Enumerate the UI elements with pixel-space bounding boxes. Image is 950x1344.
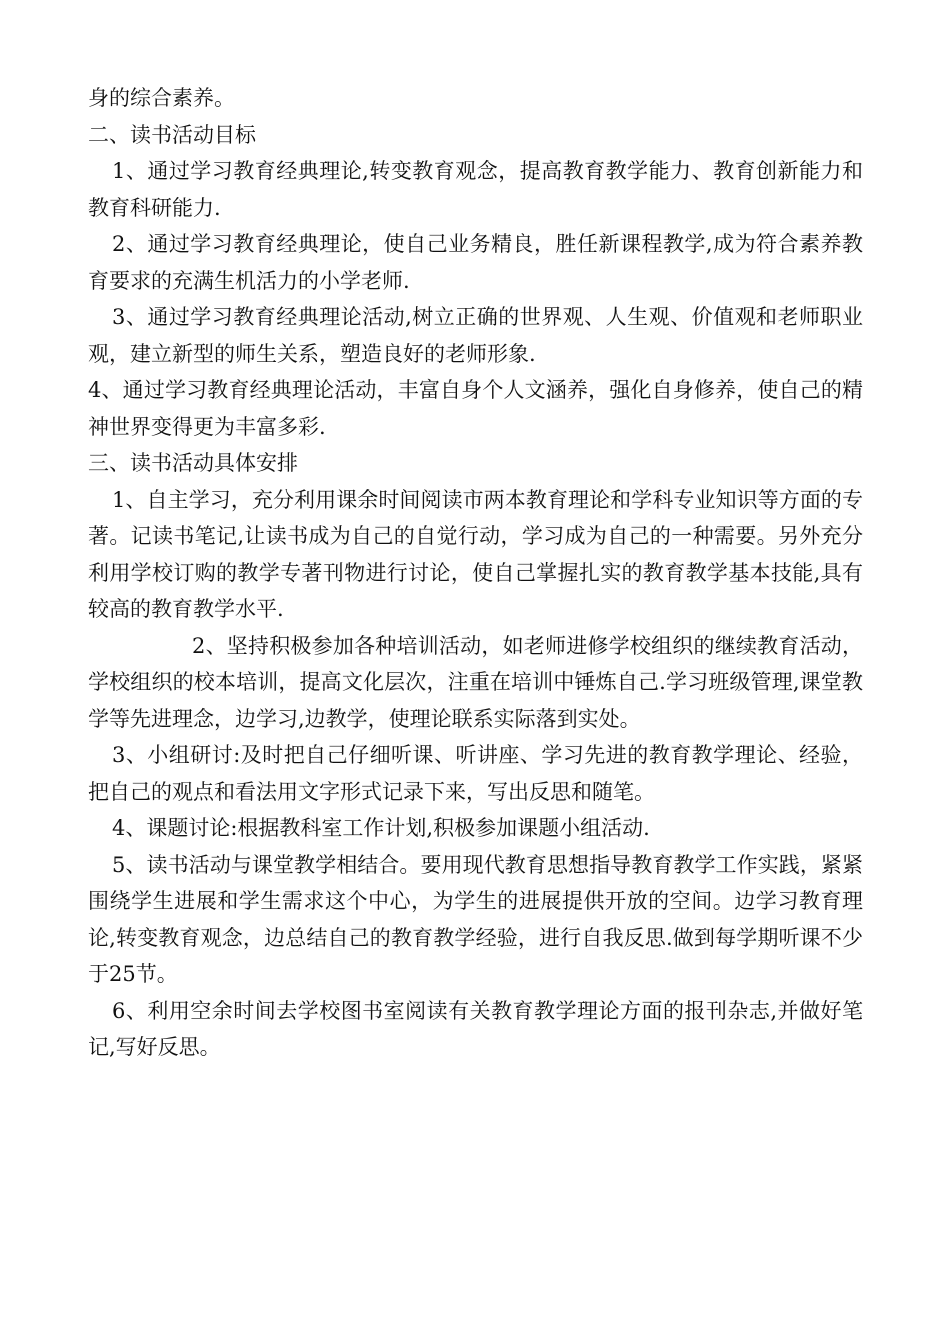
section-heading-goals: 二、读书活动目标 bbox=[88, 122, 256, 147]
section-heading-arrangement: 三、读书活动具体安排 bbox=[88, 451, 298, 475]
arrangement-item-2: 2、坚持积极参加各种培训活动，如老师进修学校组织的继续教育活动，学校组织的校本培训，提高文化层次，注重在培训中锤炼自己.学习班级管理,课堂教学等先进理念，边学习,边教学，使理论联系实际落到实处。 bbox=[88, 633, 863, 731]
goal-item-1: 1、通过学习教育经典理论,转变教育观念，提高教育教学能力、教育创新能力和教育科研能力. bbox=[88, 159, 863, 220]
document-page bbox=[88, 80, 863, 1066]
paragraph-continuation: 身的综合素养。 bbox=[88, 86, 235, 110]
arrangement-item-6: 6、利用空余时间去学校图书室阅读有关教育教学理论方面的报刊杂志,并做好笔记,写好反思。 bbox=[88, 998, 863, 1059]
arrangement-item-1: 1、自主学习，充分利用课余时间阅读市两本教育理论和学科专业知识等方面的专著。记读书笔记,让读书成为自己的自觉行动，学习成为自己的一种需要。另外充分利用学校订购的教学专著刊物进行讨论，使自己掌握扎实的教育教学基本技能,具有较高的教育教学水平. bbox=[88, 487, 863, 621]
goal-item-3: 3、通过学习教育经典理论活动,树立正确的世界观、人生观、价值观和老师职业观，建立新型的师生关系，塑造良好的老师形象. bbox=[88, 305, 863, 366]
goal-item-4: 4、通过学习教育经典理论活动，丰富自身个人文涵养，强化自身修养，使自己的精神世界变得更为丰富多彩. bbox=[88, 378, 863, 439]
arrangement-item-3: 3、小组研讨:及时把自己仔细听课、听讲座、学习先进的教育教学理论、经验，把自己的观点和看法用文字形式记录下来，写出反思和随笔。 bbox=[88, 743, 863, 804]
arrangement-item-4: 4、课题讨论:根据教科室工作计划,积极参加课题小组活动. bbox=[112, 816, 650, 840]
arrangement-item-5: 5、读书活动与课堂教学相结合。要用现代教育思想指导教育教学工作实践，紧紧围绕学生进展和学生需求这个中心，为学生的进展提供开放的空间。边学习教育理论,转变教育观念，边总结自己的教育教学经验，进行自我反思.做到每学期听课不少于25节。 bbox=[88, 852, 863, 986]
goal-item-2: 2、通过学习教育经典理论，使自己业务精良，胜任新课程教学,成为符合素养教育要求的充满生机活力的小学老师. bbox=[88, 232, 863, 293]
